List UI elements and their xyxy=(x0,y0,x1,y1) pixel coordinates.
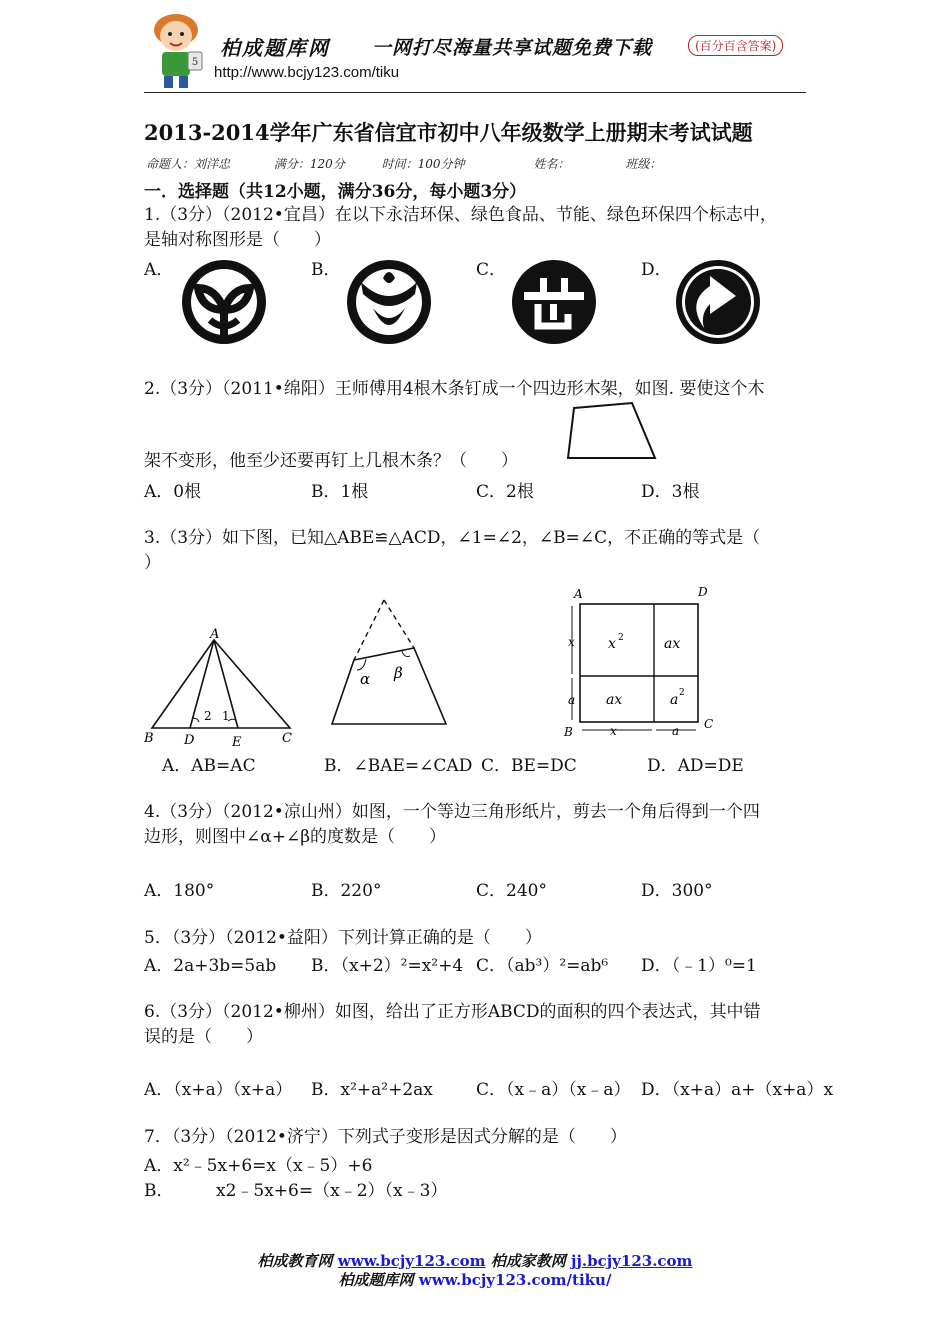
question-3-stem xyxy=(144,526,760,576)
footer-tiku-link[interactable]: www.bcjy123.com/tiku/ xyxy=(418,1271,612,1289)
option: C．（ab³）²=ab⁶ xyxy=(476,956,609,976)
label-x-squared: x xyxy=(608,636,616,652)
footer-home-link[interactable]: jj.bcjy123.com xyxy=(571,1252,693,1270)
label-B: B xyxy=(564,725,573,739)
option: D．AD=DE xyxy=(647,756,744,776)
label-ax-top: ax xyxy=(664,636,681,652)
label-alpha: α xyxy=(360,670,371,688)
option: B．（x+2）²=x²+4 xyxy=(311,956,464,976)
congruent-triangles-figure xyxy=(140,622,300,750)
option: B． xyxy=(311,260,341,280)
site-slogan: 一网打尽海量共享试题免费下载 xyxy=(372,37,653,59)
question-5-stem: 5．（3分）（2012•益阳）下列计算正确的是（ ） xyxy=(144,928,542,948)
question-6-stem xyxy=(144,1000,761,1050)
option: C．2根 xyxy=(476,482,534,502)
label-a-squared: a xyxy=(670,692,679,708)
meta-class: 班级： xyxy=(625,157,662,171)
label-A: A xyxy=(210,627,220,642)
stem-line: 误的是（ ） xyxy=(144,1027,263,1047)
stem-line: 3.（3分）如下图，已知△ABE≌△ACD，∠1=∠2，∠B=∠C，不正确的等式是（ xyxy=(144,528,761,548)
option: C． xyxy=(476,260,507,280)
footer-line-2 xyxy=(0,1269,950,1290)
footer-edu-link[interactable]: www.bcjy123.com xyxy=(337,1252,486,1270)
answer-badge: (百分百含答案) xyxy=(688,35,783,56)
site-name: 柏成题库网 xyxy=(220,36,330,60)
stem-line: 边形，则图中∠α+∠β的度数是（ ） xyxy=(144,827,447,847)
footer-edu-name: 柏成教育网 xyxy=(257,1252,333,1270)
label-beta: β xyxy=(394,664,403,682)
option: A．2a+3b=5ab xyxy=(144,956,277,976)
option: B．1根 xyxy=(311,482,369,502)
question-1-stem xyxy=(144,203,777,253)
cut-triangle-figure xyxy=(324,596,456,730)
option: A．x²﹣5x+6=x（x﹣5）+6 xyxy=(144,1156,373,1176)
option: A．（x+a）（x+a） xyxy=(144,1080,293,1100)
option: D．300° xyxy=(641,881,713,901)
wooden-quadrilateral-figure xyxy=(562,396,662,466)
mascot-logo xyxy=(142,8,212,90)
stem-line: 4.（3分）（2012•凉山州）如图，一个等边三角形纸片，剪去一个角后得到一个四 xyxy=(144,802,760,822)
option: C．（x﹣a）（x﹣a） xyxy=(476,1080,631,1100)
clean-env-logo xyxy=(180,258,268,346)
label-ax-bottom: ax xyxy=(606,692,623,708)
header xyxy=(0,0,950,95)
label-angle-2: 2 xyxy=(204,709,212,723)
meta-score: 满分：120分 xyxy=(273,157,345,171)
footer-line-1 xyxy=(0,1250,950,1271)
meta-author: 命题人：刘洋忠 xyxy=(146,157,231,171)
label-D: D xyxy=(184,733,195,748)
label-a-squared-exp: 2 xyxy=(679,688,685,698)
mascot-label: 5 xyxy=(191,57,199,68)
exam-meta xyxy=(146,155,806,172)
question-2-stem-line2: 架不变形，他至少还要再钉上几根木条？（ ） xyxy=(144,451,518,471)
option: D．（x+a）a+（x+a）x xyxy=(641,1080,834,1100)
label-x-horizontal: x xyxy=(610,724,617,738)
green-env-logo xyxy=(674,258,762,346)
option: B．∠BAE=∠CAD xyxy=(324,756,473,776)
option: A．180° xyxy=(144,881,215,901)
option: D． xyxy=(641,260,672,280)
label-a-horizontal: a xyxy=(672,724,680,738)
label-A: A xyxy=(574,587,583,601)
green-food-logo xyxy=(345,258,433,346)
option: B．x²+a²+2ax xyxy=(311,1080,433,1100)
label-x-squared-exp: 2 xyxy=(618,633,624,643)
option: C．BE=DC xyxy=(481,756,577,776)
question-2-stem-line1: 2.（3分）（2011•绵阳）王师傅用4根木条钉成一个四边形木架，如图. 要使这个木 xyxy=(144,379,765,399)
header-divider xyxy=(144,92,806,93)
meta-name: 姓名： xyxy=(533,157,570,171)
label-B: B xyxy=(144,731,154,746)
label-D: D xyxy=(698,585,708,599)
option: A．0根 xyxy=(144,482,202,502)
site-url[interactable]: http://www.bcjy123.com/tiku xyxy=(214,64,400,81)
option: B． x2﹣5x+6=（x﹣2）（x﹣3） xyxy=(144,1181,448,1201)
meta-time: 时间：100分钟 xyxy=(381,157,465,171)
label-C: C xyxy=(282,731,292,746)
option: C．240° xyxy=(476,881,547,901)
footer-tiku-name: 柏成题库网 xyxy=(338,1271,414,1289)
exam-title: 2013-2014学年广东省信宜市初中八年级数学上册期末考试试题 xyxy=(144,120,753,145)
square-area-figure xyxy=(560,582,720,740)
section-heading: 一．选择题（共12小题，满分36分，每小题3分） xyxy=(144,182,527,202)
label-C: C xyxy=(704,717,714,731)
label-E: E xyxy=(232,735,242,750)
stem-line: 1.（3分）（2012•宜昌）在以下永洁环保、绿色食品、节能、绿色环保四个标志中， xyxy=(144,205,777,225)
stem-line: 是轴对称图形是（ ） xyxy=(144,230,331,250)
energy-saving-logo xyxy=(510,258,598,346)
stem-line: ） xyxy=(144,553,161,573)
label-a-vertical: a xyxy=(568,693,576,707)
option: A．AB=AC xyxy=(162,756,256,776)
option: D．3根 xyxy=(641,482,700,502)
question-7-stem: 7．（3分）（2012•济宁）下列式子变形是因式分解的是（ ） xyxy=(144,1127,627,1147)
question-4-stem xyxy=(144,800,760,850)
label-x-vertical: x xyxy=(568,635,575,649)
label-angle-1: 1 xyxy=(222,709,230,723)
footer-home-name: 柏成家教网 xyxy=(490,1252,566,1270)
option: D．（﹣1）⁰=1 xyxy=(641,956,757,976)
option: A． xyxy=(144,260,174,280)
option: B．220° xyxy=(311,881,382,901)
stem-line: 6.（3分）（2012•柳州）如图，给出了正方形ABCD的面积的四个表达式，其中错 xyxy=(144,1002,761,1022)
